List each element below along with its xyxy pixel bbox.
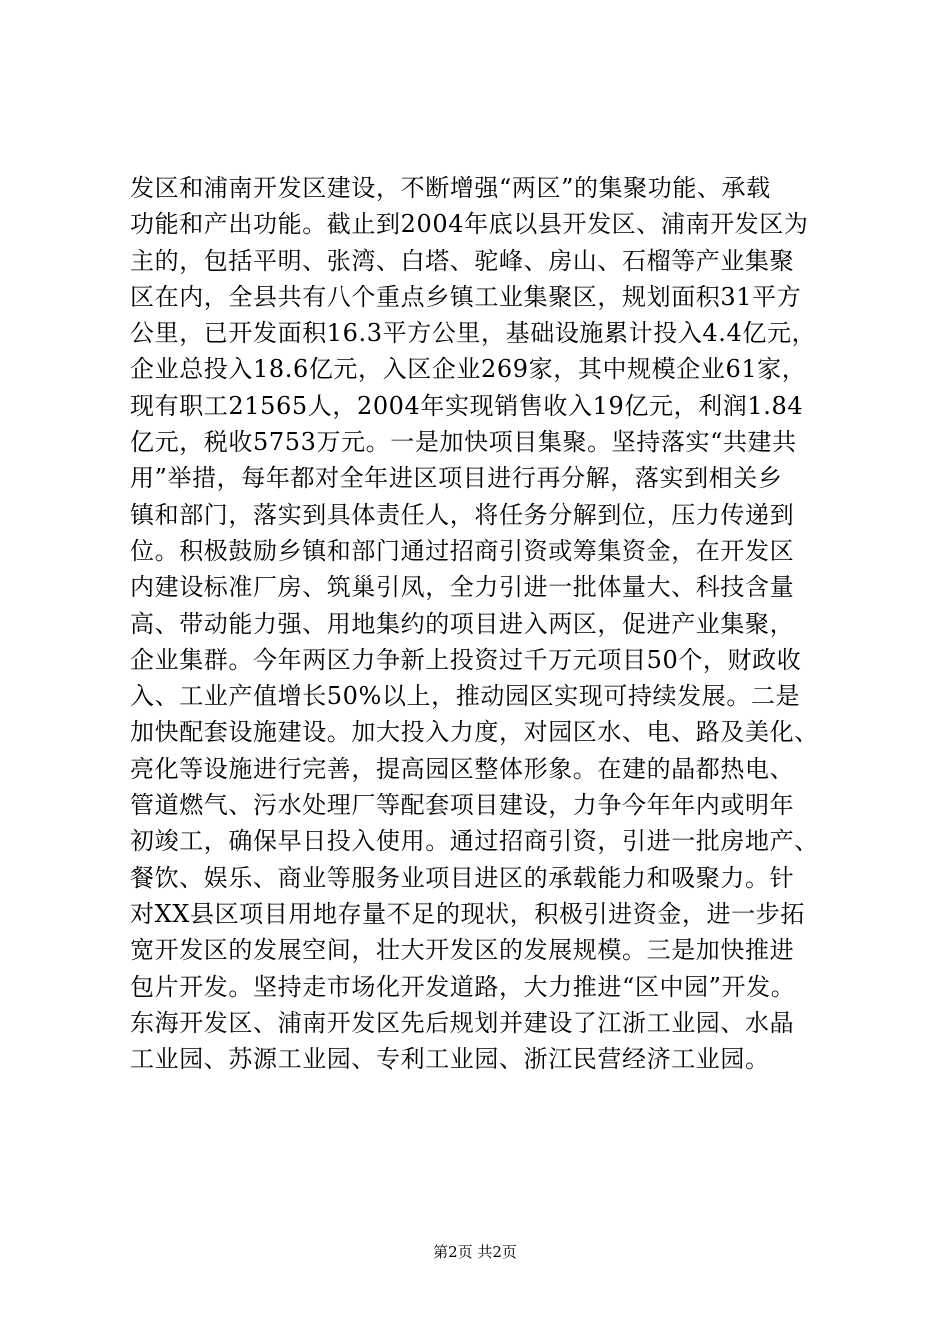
text-line: 内建设标准厂房、筑巢引凤，全力引进一批体量大、科技含量 bbox=[130, 573, 795, 602]
text-line: 位。积极鼓励乡镇和部门通过招商引资或筹集资金，在开发区 bbox=[130, 536, 795, 565]
text-line: 用”举措，每年都对全年进区项目进行再分解，落实到相关乡 bbox=[130, 464, 783, 493]
text-line: 东海开发区、浦南开发区先后规划并建设了江浙工业园、水晶 bbox=[130, 1008, 795, 1037]
text-line: 入、工业产值增长50%以上，推动园区实现可持续发展。二是 bbox=[130, 682, 801, 711]
text-line: 对XX县区项目用地存量不足的现状，积极引进资金，进一步拓 bbox=[130, 899, 805, 928]
text-line: 初竣工，确保早日投入使用。通过招商引资，引进一批房地产、 bbox=[130, 827, 819, 856]
text-line: 亿元，税收5753万元。一是加快项目集聚。坚持落实“共建共 bbox=[130, 428, 797, 457]
text-line: 公里，已开发面积16.3平方公里，基础设施累计投入4.4亿元， bbox=[130, 319, 817, 348]
text-line: 功能和产出功能。截止到2004年底以县开发区、浦南开发区为 bbox=[130, 210, 809, 239]
text-line: 企业集群。今年两区力争新上投资过千万元项目50个，财政收 bbox=[130, 645, 802, 674]
text-line: 管道燃气、污水处理厂等配套项目建设，力争今年年内或明年 bbox=[130, 791, 795, 820]
body-paragraph bbox=[130, 170, 870, 1077]
text-line: 发区和浦南开发区建设，不断增强“两区”的集聚功能、承载 bbox=[130, 174, 771, 202]
text-line: 主的，包括平明、张湾、白塔、驼峰、房山、石榴等产业集聚 bbox=[130, 246, 795, 275]
text-line: 工业园、苏源工业园、专利工业园、浙江民营经济工业园。 bbox=[130, 1045, 770, 1074]
text-line: 镇和部门，落实到具体责任人，将任务分解到位，压力传递到 bbox=[130, 500, 795, 529]
text-line: 加快配套设施建设。加大投入力度，对园区水、电、路及美化、 bbox=[130, 718, 819, 747]
text-line: 高、带动能力强、用地集约的项目进入两区，促进产业集聚， bbox=[130, 609, 795, 638]
text-line: 亮化等设施进行完善，提高园区整体形象。在建的晶都热电、 bbox=[130, 754, 795, 783]
text-line: 餐饮、娱乐、商业等服务业项目进区的承载能力和吸聚力。针 bbox=[130, 863, 795, 892]
text-line: 包片开发。坚持走市场化开发道路，大力推进“区中园”开发。 bbox=[130, 972, 796, 1001]
page-number-footer: 第2页 共2页 bbox=[433, 1243, 517, 1261]
text-line: 宽开发区的发展空间，壮大开发区的发展规模。三是加快推进 bbox=[130, 936, 795, 965]
text-line: 企业总投入18.6亿元，入区企业269家，其中规模企业61家， bbox=[130, 355, 807, 384]
text-line: 区在内，全县共有八个重点乡镇工业集聚区，规划面积31平方 bbox=[130, 282, 802, 311]
text-line: 现有职工21565人，2004年实现销售收入19亿元，利润1.84 bbox=[130, 391, 804, 420]
